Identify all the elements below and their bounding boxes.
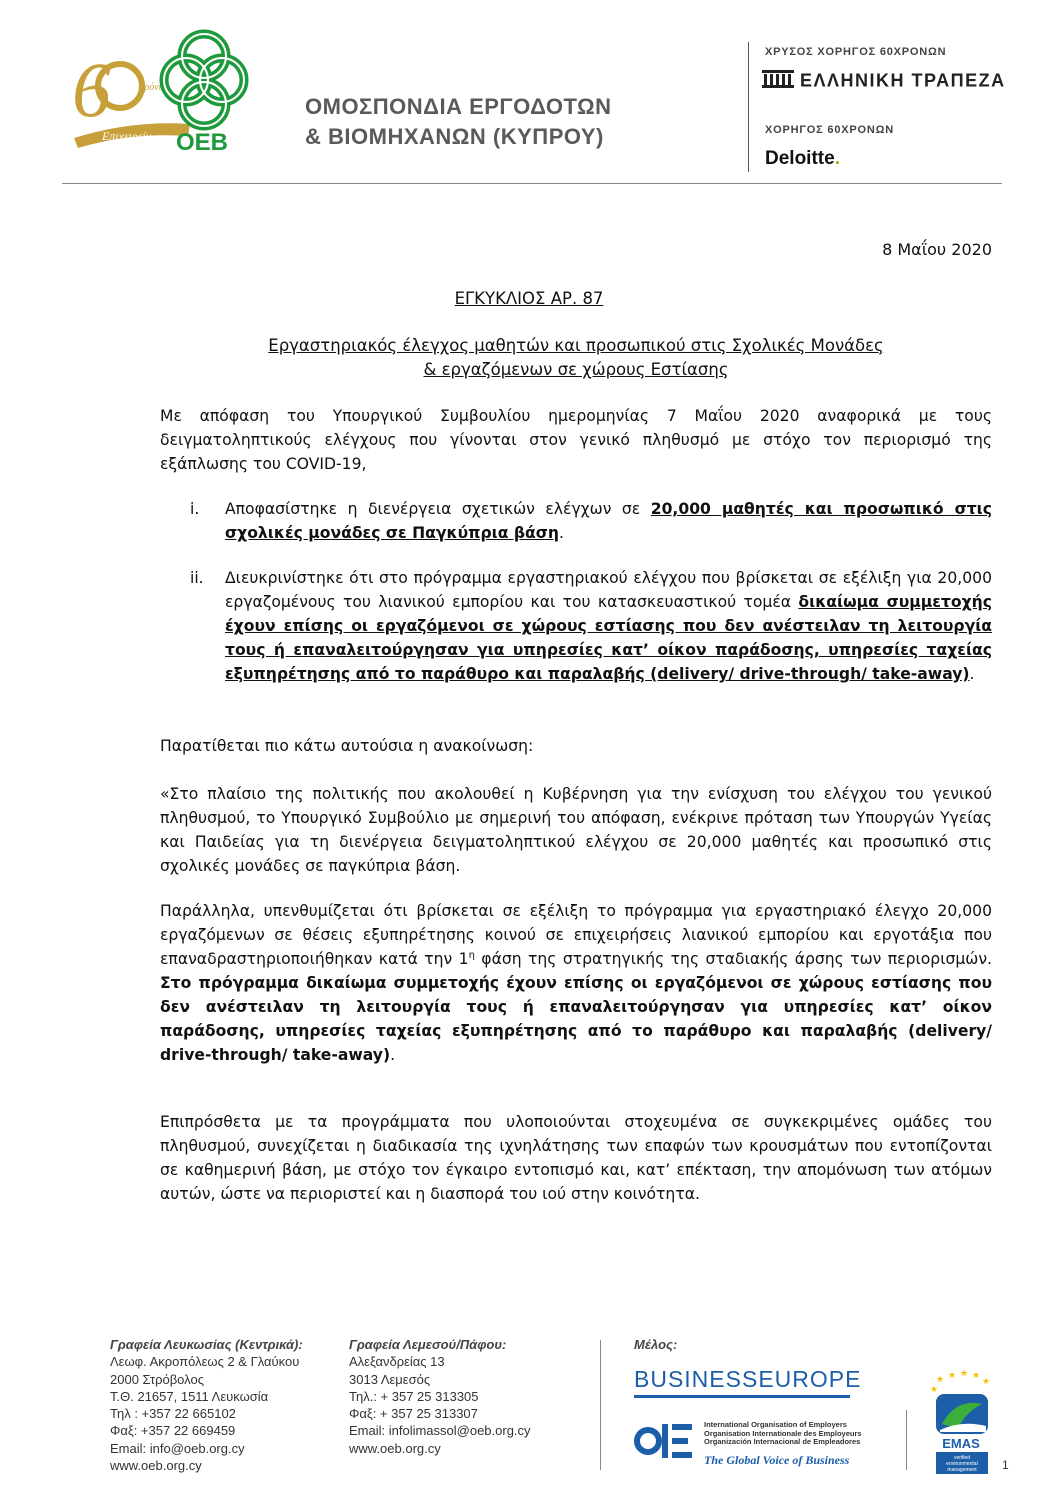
limassol-line: 3013 Λεμεσός — [349, 1371, 431, 1387]
deloitte-wordmark: Deloitte — [765, 148, 835, 169]
nicosia-fax: Φαξ: +357 22 669459 — [110, 1423, 236, 1439]
nicosia-website[interactable]: www.oeb.org.cy — [110, 1458, 202, 1474]
limassol-phone: Τηλ.: + 357 25 313305 — [349, 1388, 479, 1404]
footer-nicosia-office — [110, 1336, 303, 1474]
limassol-heading: Γραφεία Λεμεσού/Πάφου: — [349, 1337, 507, 1352]
svg-text:management: management — [947, 1467, 977, 1473]
limassol-website[interactable]: www.oeb.org.cy — [349, 1440, 441, 1456]
item1-text: Αποφασίστηκε η διενέργεια σχετικών ελέγχων σε — [225, 500, 651, 518]
header-rule — [62, 183, 1002, 184]
item2-text: Διευκρινίστηκε ότι στο πρόγραμμα εργαστηριακού ελέγχου που βρίσκεται σε εξέλιξη για 20,000 εργαζομένους του λιανικού εμπορίου και του κατασκευαστικού τομέα — [225, 569, 992, 611]
nicosia-email[interactable]: Email: info@oeb.org.cy — [110, 1440, 245, 1456]
svg-text:★: ★ — [948, 1371, 957, 1381]
emas-logo — [926, 1368, 996, 1482]
bank-name: ΕΛΛΗΝΙΚΗ ΤΡΑΠΕΖΑ — [800, 70, 1006, 91]
svg-text:environmental: environmental — [946, 1461, 978, 1467]
quote-p2-text-cont: φάση της στρατηγικής της σταδιακής άρσης των περιορισμών. — [474, 950, 993, 968]
nicosia-line: Τ.Θ. 21657, 1511 Λευκωσία — [110, 1388, 269, 1404]
deloitte-dot: . — [834, 148, 840, 169]
bank-sponsor-logo — [762, 70, 1006, 93]
nicosia-line: 2000 Στρόβολος — [110, 1371, 204, 1387]
sponsor-divider — [748, 42, 749, 172]
ioe-name-fr: Organisation Internationale des Employeurs — [704, 1428, 862, 1438]
svg-text:★: ★ — [982, 1377, 991, 1387]
organization-name — [305, 92, 612, 152]
svg-text:★: ★ — [936, 1375, 945, 1385]
footer-divider — [600, 1340, 601, 1470]
svg-text:6: 6 — [72, 46, 111, 133]
announcement-intro: Παρατίθεται πιο κάτω αυτούσια η ανακοίνωση: — [160, 737, 534, 755]
svg-text:EMAS: EMAS — [942, 1436, 980, 1451]
svg-text:★: ★ — [960, 1369, 969, 1379]
oeb-logo — [72, 28, 282, 158]
svg-text:χρόνια: χρόνια — [140, 82, 167, 93]
intro-paragraph: Με απόφαση του Υπουργικού Συμβουλίου ημερομηνίας 7 Μαΐου 2020 αναφορικά με τους δειγματοληπτικούς ελέγχους που γίνονται στον γενικό πληθυσμό με στόχο τον περιορισμό της εξάπλωσης του COVID-19, — [160, 407, 992, 473]
quote-paragraph-3: Επιπρόσθετα με τα προγράμματα που υλοποιούνται στοχευμένα σε συγκεκριμένες ομάδες του πληθυσμού, συνεχίζεται η διαδικασία της ιχνηλάτησης των επαφών των κρουσμάτων που εντοπίζονται σε καθημερινή βάση, με στόχο τον έγκαιρο εντοπισμό και, κατ’ επέκταση, την απομόνωση των ατόμων αυτών, ώστε να περιοριστεί και η διασπορά του ιού στην κοινότητα. — [160, 1113, 992, 1203]
quote-p2-superscript: η — [468, 949, 475, 961]
footer-limassol-office — [349, 1336, 531, 1457]
page-number: 1 — [1002, 1458, 1009, 1472]
org-name-line1: ΟΜΟΣΠΟΝΔΙΑ ΕΡΓΟΔΟΤΩΝ — [305, 94, 612, 119]
list-item-2 — [225, 566, 992, 686]
nicosia-phone: Τηλ : +357 22 665102 — [110, 1406, 236, 1422]
emas-divider — [906, 1410, 907, 1470]
gold-sponsor-label: ΧΡΥΣΟΣ ΧΟΡΗΓΟΣ 60ΧΡΟΝΩΝ — [765, 46, 947, 58]
document-date: 8 Μαΐου 2020 — [882, 240, 992, 259]
org-name-line2: & ΒΙΟΜΗΧΑΝΩΝ (ΚΥΠΡΟΥ) — [305, 124, 604, 149]
quote-p2-end: . — [390, 1046, 396, 1064]
bank-columns-icon — [762, 70, 794, 93]
list-item-2-number: ii. — [190, 569, 204, 587]
quote-paragraph-2 — [160, 899, 992, 1067]
businesseurope-underline — [634, 1395, 850, 1398]
nicosia-heading: Γραφεία Λευκωσίας (Κεντρικά): — [110, 1337, 303, 1352]
svg-text:OEB: OEB — [176, 129, 229, 156]
ioe-name-en: International Organisation of Employers — [704, 1420, 847, 1429]
member-label: Μέλος: — [634, 1337, 678, 1352]
quote-p2-text: Παράλληλα, υπενθυμίζεται ότι βρίσκεται σε εξέλιξη το πρόγραμμα για εργαστηριακό έλεγχο 20,000 εργαζόμενων σε θέσεις εξυπηρέτησης κοινού σε επιχειρήσεις λιανικού εμπορίου και εργοτάξια που επαναδραστηριοποιήθηκαν κατά την 1 — [160, 902, 992, 968]
item1-end: . — [558, 524, 564, 542]
ioe-logo-icon — [634, 1420, 694, 1466]
limassol-fax: Φαξ: + 357 25 313307 — [349, 1406, 478, 1422]
nicosia-line: Λεωφ. Ακροπόλεως 2 & Γλαύκου — [110, 1354, 300, 1370]
deloitte-logo — [765, 148, 840, 170]
list-item-1-number: i. — [190, 500, 200, 518]
quote-p2-emphasis: Στο πρόγραμμα δικαίωμα συμμετοχής έχουν επίσης οι εργαζόμενοι σε χώρους εστίασης που δεν ανέστειλαν τη λειτουργία τους ή επαναλειτούργησαν για υπηρεσίες κατ’ οίκον παράδοσης, υπηρεσίες ταχείας εξυπηρέτησης από το παράθυρο και παραλαβής (delivery/ drive-through/ take-away) — [160, 974, 992, 1064]
subject-line1: Εργαστηριακός έλεγχος μαθητών και προσωπικού στις Σχολικές Μονάδες — [268, 336, 884, 355]
item2-end: . — [969, 665, 975, 683]
item1-emphasis: 20,000 μαθητές και προσωπικό στις σχολικές μονάδες σε Παγκύπρια βάση — [225, 500, 993, 542]
svg-text:★: ★ — [972, 1371, 981, 1381]
limassol-line: Αλεξανδρείας 13 — [349, 1354, 445, 1370]
limassol-email[interactable]: Email: infolimassol@oeb.org.cy — [349, 1423, 531, 1439]
svg-text:★: ★ — [930, 1385, 939, 1395]
svg-text:verified: verified — [953, 1455, 971, 1461]
list-item-1 — [225, 497, 992, 545]
ioe-slogan: The Global Voice of Business — [704, 1453, 850, 1467]
circular-number: ΕΓΚΥΚΛΙΟΣ ΑΡ. 87 — [454, 289, 604, 308]
ioe-name-es: Organización Internacional de Empleadores — [704, 1437, 861, 1446]
ioe-names — [704, 1421, 862, 1447]
svg-text:Επιχειρείν: Επιχειρείν — [102, 129, 152, 143]
subject-line2: & εργαζόμενων σε χώρους Εστίασης — [423, 360, 729, 379]
circular-subject — [160, 334, 992, 382]
item2-emphasis: δικαίωμα συμμετοχής έχουν επίσης οι εργαζόμενοι σε χώρους εστίασης που δεν ανέστειλαν τη λειτουργία τους ή επαναλειτούργησαν για υπηρεσίες κατ’ οίκον παράδοσης, υπηρεσίες ταχείας εξυπηρέτησης από το παράθυρο και παραλαβής (delivery/ drive-through/ take-away) — [225, 593, 992, 683]
sponsor-label: ΧΟΡΗΓΟΣ 60ΧΡΟΝΩΝ — [765, 124, 894, 136]
quote-paragraph-1: «Στο πλαίσιο της πολιτικής που ακολουθεί η Κυβέρνηση για την ενίσχυση του ελέγχου του γενικού πληθυσμού, το Υπουργικό Συμβούλιο με σημερινή του απόφαση, ενέκρινε πρόταση των Υπουργών Υγείας και Παιδείας για τη διενέργεια δειγματοληπτικού ελέγχου σε 20,000 μαθητές και προσωπικό στις σχολικές μονάδες σε παγκύπρια βάση. — [160, 785, 992, 875]
businesseurope-logo: BUSINESSEUROPE — [634, 1366, 862, 1392]
